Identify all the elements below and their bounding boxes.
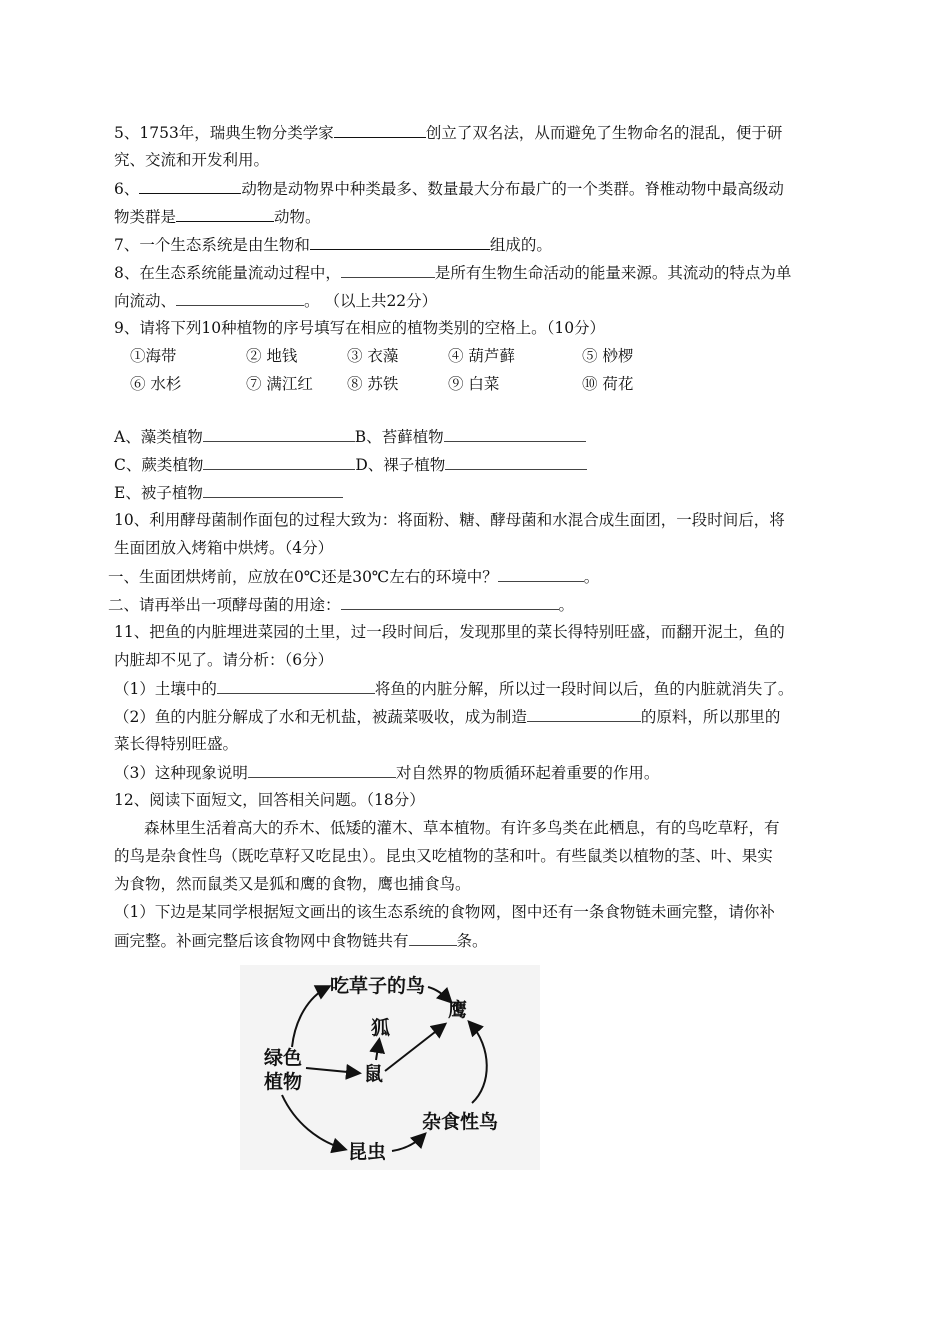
- q12-para-line1: 森林里生活着高大的乔木、低矮的灌木、草本植物。有许多鸟类在此栖息，有的鸟吃草籽，有: [144, 819, 780, 837]
- q12-sub1-line2: [114, 930, 488, 951]
- q12-sub1-text: 画完整。补画完整后该食物网中食物链共有: [114, 932, 409, 950]
- plant-option-4: ④ 葫芦藓: [448, 347, 515, 365]
- q9-category-row-2: [114, 454, 587, 475]
- node-green-plant-line1: 绿色: [264, 1047, 303, 1069]
- q8-suffix: 是所有生物生命活动的能量来源。其流动的特点为单: [434, 264, 792, 282]
- q5-suffix: 创立了双名法，从而避免了生物命名的混乱，便于研: [425, 124, 783, 142]
- q10-sub2-text: 二、请再举出一项酵母菌的用途：: [108, 596, 341, 614]
- q8-blank-2[interactable]: [176, 290, 304, 306]
- q6-blank-2[interactable]: [176, 206, 274, 222]
- q5-line1: [114, 122, 782, 143]
- node-fox: 狐: [371, 1017, 391, 1039]
- q8-line2-suffix: 。 （以上共22分）: [304, 292, 438, 310]
- q9-prompt: 9、请将下列10种植物的序号填写在相应的植物类别的空格上。（10分）: [114, 319, 606, 337]
- q6-line2: [114, 206, 321, 227]
- q7-prefix: 7、一个生态系统是由生物和: [114, 236, 310, 254]
- q5-prefix: 5、1753年，瑞典生物分类学家: [114, 124, 334, 142]
- food-web-diagram: [240, 965, 550, 1180]
- q8-blank-1[interactable]: [341, 262, 435, 278]
- plant-option-8: ⑧ 苏铁: [347, 375, 399, 393]
- q11-sub1-text: （1）土壤中的: [114, 680, 217, 698]
- category-moss-blank[interactable]: [444, 426, 586, 442]
- arrow-omni-bird-to-eagle: [470, 1023, 487, 1103]
- plant-option-6: ⑥ 水杉: [130, 375, 182, 393]
- q10-sub1: [108, 566, 599, 587]
- category-gymnosperm-blank[interactable]: [445, 454, 587, 470]
- q11-sub2-line2: 菜长得特别旺盛。: [114, 735, 239, 753]
- q12-line1: 12、阅读下面短文，回答相关问题。（18分）: [114, 791, 425, 809]
- q10-sub1-blank[interactable]: [498, 566, 584, 582]
- q7-suffix: 组成的。: [489, 236, 552, 254]
- plant-option-1: ①海带: [130, 347, 177, 365]
- q6-line2-prefix: 物类群是: [114, 208, 177, 226]
- node-eagle: 鹰: [448, 999, 468, 1021]
- q10-line1: 10、利用酵母菌制作面包的过程大致为：将面粉、糖、酵母菌和水混合成生面团，一段时间后，将: [114, 511, 785, 529]
- plant-option-9: ⑨ 白菜: [448, 375, 500, 393]
- arrow-plant-to-insect: [282, 1095, 344, 1149]
- category-fern-blank[interactable]: [203, 454, 355, 470]
- plant-option-7: ⑦ 满江红: [246, 375, 313, 393]
- arrow-mouse-to-fox: [376, 1041, 379, 1060]
- q11-line1: 11、把鱼的内脏埋进菜园的土里，过一段时间后，发现那里的菜长得特别旺盛，而翻开泥土，鱼的: [114, 623, 785, 641]
- q11-sub2-blank[interactable]: [527, 706, 641, 722]
- node-green-plant-line2: 植物: [264, 1071, 303, 1093]
- plant-option-3: ③ 衣藻: [347, 347, 399, 365]
- category-angiosperm-label: E、被子植物: [114, 484, 203, 502]
- q12-sub1-end: 条。: [456, 932, 488, 950]
- q6-line1: [114, 178, 784, 199]
- q10-line2: 生面团放入烤箱中烘烤。（4分）: [114, 539, 334, 557]
- node-seed-eating-bird: 吃草子的鸟: [330, 975, 426, 997]
- arrow-mouse-to-eagle: [385, 1025, 444, 1071]
- q7-line: [114, 234, 552, 255]
- q7-blank[interactable]: [310, 234, 490, 250]
- q11-sub2-end: 的原料，所以那里的: [640, 708, 781, 726]
- q10-sub1-end: 。: [583, 568, 600, 586]
- q10-sub2-blank[interactable]: [341, 594, 559, 610]
- q11-sub1: [114, 678, 793, 699]
- q10-sub2: [108, 594, 574, 615]
- plant-option-5: ⑤ 桫椤: [582, 347, 634, 365]
- q6-prefix: 6、: [114, 180, 140, 198]
- q6-suffix: 动物是动物界中种类最多、数量最大分布最广的一个类群。脊椎动物中最高级动: [241, 180, 784, 198]
- q8-line2-prefix: 向流动、: [114, 292, 177, 310]
- node-mouse: 鼠: [364, 1063, 384, 1085]
- q5-blank[interactable]: [334, 122, 426, 138]
- q6-line2-suffix: 动物。: [274, 208, 321, 226]
- q11-sub3-blank[interactable]: [248, 762, 396, 778]
- category-angiosperm-blank[interactable]: [203, 482, 343, 498]
- arrow-seed-bird-to-eagle: [428, 987, 450, 1001]
- category-algae-blank[interactable]: [203, 426, 355, 442]
- q9-category-row-3: [114, 482, 343, 503]
- q12-para-line2: 的鸟是杂食性鸟（既吃草籽又吃昆虫）。昆虫又吃植物的茎和叶。有些鼠类以植物的茎、叶、果实: [114, 847, 773, 865]
- category-moss-label: B、苔藓植物: [354, 428, 444, 446]
- plant-option-10: ⑩ 荷花: [582, 375, 634, 393]
- arrow-insect-to-omni-bird: [392, 1135, 424, 1151]
- q12-sub1-blank[interactable]: [409, 930, 457, 946]
- q9-category-row-1: [114, 426, 586, 447]
- q11-sub2: [114, 706, 780, 727]
- node-omnivorous-bird: 杂食性鸟: [422, 1111, 499, 1133]
- q11-sub3-text: （3）这种现象说明: [114, 764, 248, 782]
- category-fern-label: C、蕨类植物: [114, 456, 204, 474]
- q8-prefix: 8、在生态系统能量流动过程中，: [114, 264, 341, 282]
- q11-sub1-end: 将鱼的内脏分解，所以过一段时间以后，鱼的内脏就消失了。: [374, 680, 794, 698]
- plant-option-2: ② 地钱: [246, 347, 298, 365]
- q8-line2: [114, 290, 437, 311]
- q12-sub1-line1: （1）下边是某同学根据短文画出的该生态系统的食物网，图中还有一条食物链未画完整，请你补: [114, 903, 775, 921]
- q11-sub1-blank[interactable]: [217, 678, 375, 694]
- q8-line1: [114, 262, 791, 283]
- q10-sub1-text: 一、生面团烘烤前，应放在0℃还是30℃左右的环境中？: [108, 568, 498, 586]
- q11-sub3-end: 对自然界的物质循环起着重要的作用。: [395, 764, 660, 782]
- q5-line2: 究、交流和开发利用。: [114, 151, 270, 169]
- node-insect: 昆虫: [348, 1141, 387, 1163]
- q10-sub2-end: 。: [558, 596, 575, 614]
- q11-sub3: [114, 762, 659, 783]
- arrow-plant-to-mouse: [306, 1068, 358, 1073]
- arrow-plant-to-seed-bird: [292, 987, 328, 1047]
- category-gymnosperm-label: D、裸子植物: [355, 456, 446, 474]
- q12-para-line3: 为食物，然而鼠类又是狐和鹰的食物，鹰也捕食鸟。: [114, 875, 471, 893]
- category-algae-label: A、藻类植物: [114, 428, 203, 446]
- q11-line2: 内脏却不见了。请分析：（6分）: [114, 651, 334, 669]
- q11-sub2-text: （2）鱼的内脏分解成了水和无机盐，被蔬菜吸收，成为制造: [114, 708, 527, 726]
- q6-blank-1[interactable]: [139, 178, 241, 194]
